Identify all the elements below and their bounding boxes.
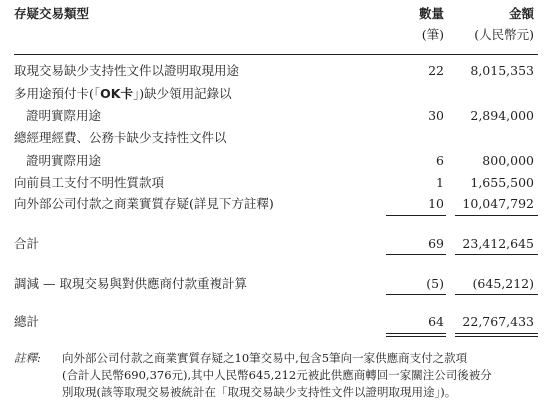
row-3-label-line-2: 證明實際用途 <box>26 153 102 168</box>
qty-unit: (筆) <box>421 27 444 42</box>
total-label: 總計 <box>14 314 40 329</box>
header-rule <box>14 54 538 55</box>
category-header: 存疑交易類型 <box>14 6 90 21</box>
note-line-3: 別取現(該等取現交易被統計在「取現交易缺少支持性文件以證明取現用途」)。 <box>62 385 457 399</box>
row-2-label-line-1 <box>14 86 232 101</box>
row-2-suffix: 」)缺少領用記錄以 <box>132 86 232 101</box>
row-3-qty: 6 <box>436 153 444 168</box>
subtotal-qty: 69 <box>428 236 444 251</box>
row-1-label: 取現交易缺少支持性文件以證明取現用途 <box>14 63 240 78</box>
amount-double-rule-top <box>455 333 538 334</box>
row-5-amount: 10,047,792 <box>462 196 534 211</box>
subtotal-amount: 23,412,645 <box>462 236 534 251</box>
row-4-qty: 1 <box>436 175 444 190</box>
total-amount: 22,767,433 <box>462 314 534 329</box>
subtotal-label: 合計 <box>14 236 40 251</box>
qty-double-rule-bottom <box>386 336 446 337</box>
qty-rule-2 <box>386 254 446 255</box>
qty-rule-3 <box>386 294 446 295</box>
total-qty: 64 <box>428 314 444 329</box>
amount-unit: (人民幣元) <box>474 27 534 42</box>
qty-double-rule-top <box>386 333 446 334</box>
row-2-label-line-2: 證明實際用途 <box>26 108 102 123</box>
row-5-qty: 10 <box>428 196 444 211</box>
amount-header: 金額 <box>508 6 534 21</box>
row-3-label-line-1: 總經理經費、公務卡缺少支持性文件以 <box>14 130 227 145</box>
qty-rule-1 <box>386 215 446 216</box>
adjustment-amount: (645,212) <box>472 276 534 291</box>
row-2-prefix: 多用途預付卡(「 <box>14 86 101 101</box>
row-2-qty: 30 <box>428 108 444 123</box>
ok-card-label: OK卡 <box>100 86 133 101</box>
adjustment-label: 調減 — 取現交易與對供應商付款重複計算 <box>14 276 247 291</box>
note-line-1: 向外部公司付款之商業實質存疑之10筆交易中,包含5筆向一家供應商支付之款項 <box>62 351 468 365</box>
amount-rule-3 <box>455 294 538 295</box>
row-5-label: 向外部公司付款之商業實質存疑(詳見下方註釋) <box>14 196 274 211</box>
row-2-amount: 2,894,000 <box>470 108 534 123</box>
adjustment-qty: (5) <box>426 276 444 291</box>
note-label: 註釋: <box>14 351 41 365</box>
row-1-amount: 8,015,353 <box>470 63 534 78</box>
amount-rule-1 <box>455 215 538 216</box>
row-4-label: 向前員工支付不明性質款項 <box>14 175 165 190</box>
row-3-amount: 800,000 <box>482 153 534 168</box>
qty-header: 數量 <box>418 6 444 21</box>
row-4-amount: 1,655,500 <box>470 175 534 190</box>
amount-rule-2 <box>455 254 538 255</box>
row-1-qty: 22 <box>428 63 444 78</box>
note-line-2: (合計人民幣690,376元),其中人民幣645,212元被此供應商轉回一家關注公司後被分 <box>62 368 492 382</box>
amount-double-rule-bottom <box>455 336 538 337</box>
